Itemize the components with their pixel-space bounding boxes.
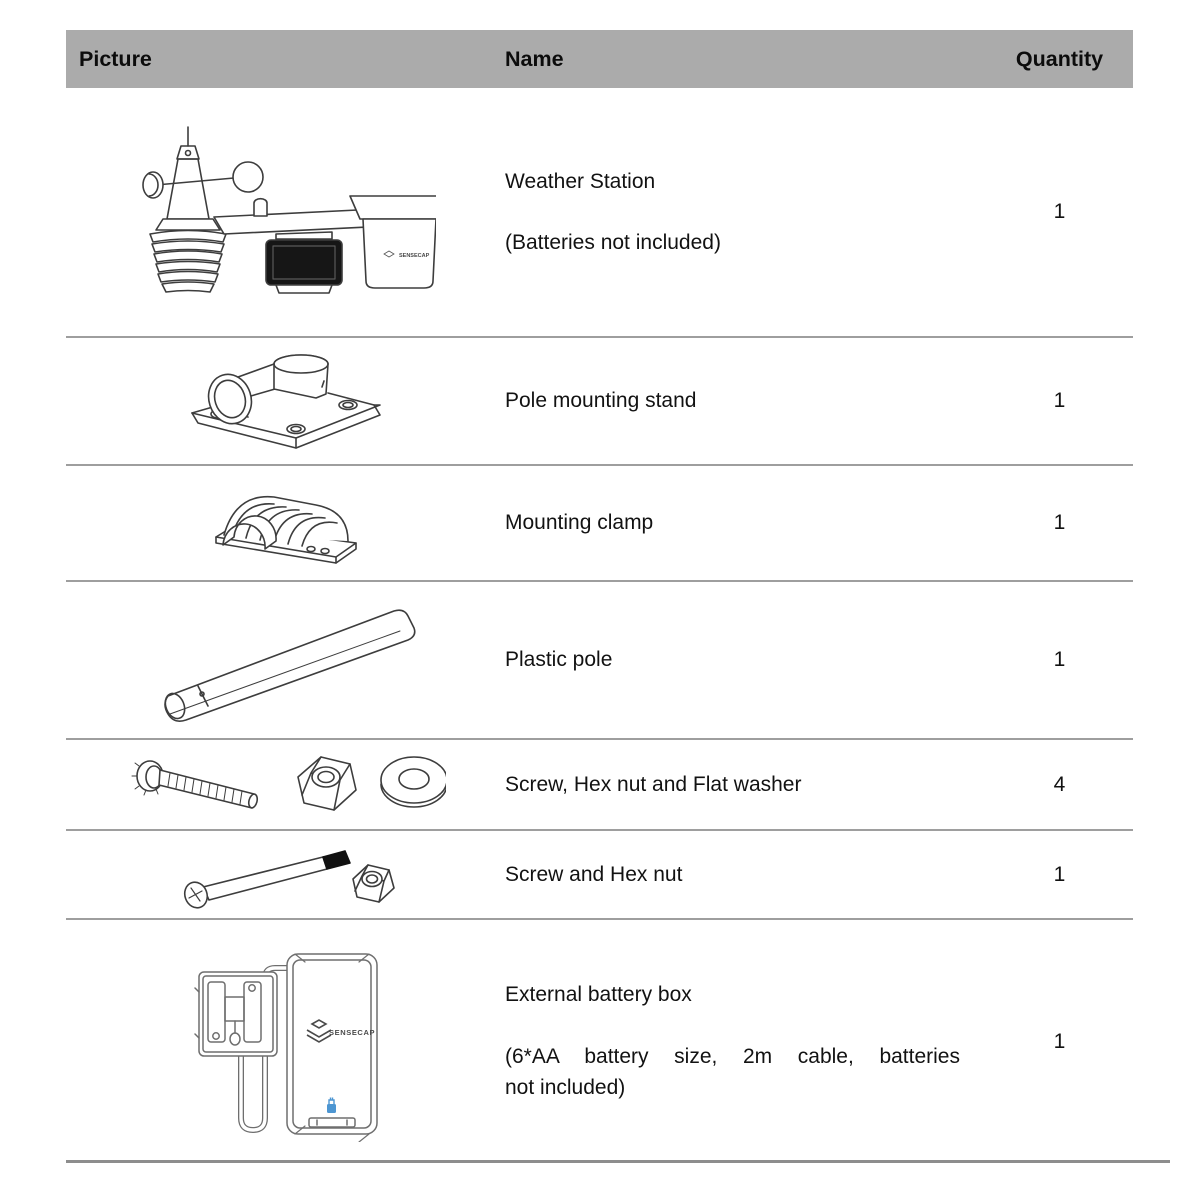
table-row (66, 88, 1133, 338)
item-name-line: Screw and Hex nut (505, 862, 683, 886)
item-name-line: Screw, Hex nut and Flat washer (505, 772, 802, 796)
item-name (505, 166, 986, 259)
item-name (505, 644, 986, 676)
blue-connector-icon (327, 1097, 336, 1113)
weather-station-brand-mark: SENSECAP (398, 252, 429, 259)
item-name-line: not included) (505, 1076, 626, 1100)
table-row (66, 740, 1133, 831)
screw-hexnut-image (66, 839, 505, 911)
table-header-row (66, 30, 1133, 88)
item-name (505, 385, 986, 417)
item-name (505, 507, 986, 539)
item-name-line: Mounting clamp (505, 511, 654, 535)
item-name-line: Weather Station (505, 169, 656, 193)
item-name-line: (Batteries not included) (505, 231, 721, 254)
item-quantity: 1 (1053, 511, 1066, 534)
plastic-pole-image (66, 598, 505, 723)
item-name (505, 769, 986, 801)
header-picture: Picture (79, 46, 152, 71)
item-name-line: Plastic pole (505, 648, 613, 672)
header-name: Name (505, 46, 564, 71)
table-row (66, 466, 1133, 582)
item-quantity: 1 (1053, 648, 1066, 671)
item-name (505, 979, 986, 1104)
item-quantity: 1 (1053, 1029, 1066, 1053)
mounting-clamp-image (66, 479, 505, 567)
item-name-line: (6*AA battery size, 2m cable, batteries (505, 1044, 960, 1068)
table-bottom-border (66, 1160, 1170, 1163)
packing-list-table (66, 30, 1133, 1163)
table-row (66, 831, 1133, 920)
item-quantity: 1 (1053, 389, 1066, 412)
item-quantity: 1 (1053, 200, 1066, 223)
item-quantity: 1 (1053, 862, 1066, 886)
screw-hexnut-washer-image (66, 750, 505, 820)
item-quantity: 4 (1053, 772, 1066, 796)
table-row (66, 338, 1133, 466)
table-row (66, 582, 1133, 740)
header-quantity: Quantity (1015, 46, 1104, 71)
external-battery-box-image (66, 942, 505, 1142)
table-row (66, 920, 1133, 1163)
item-name-line: Pole mounting stand (505, 389, 697, 413)
item-name (505, 859, 986, 891)
battery-box-brand-mark: SENSECAP (328, 1027, 375, 1037)
pole-mounting-stand-image (66, 349, 505, 454)
item-name-line: External battery box (505, 983, 692, 1007)
weather-station-image (66, 125, 505, 300)
